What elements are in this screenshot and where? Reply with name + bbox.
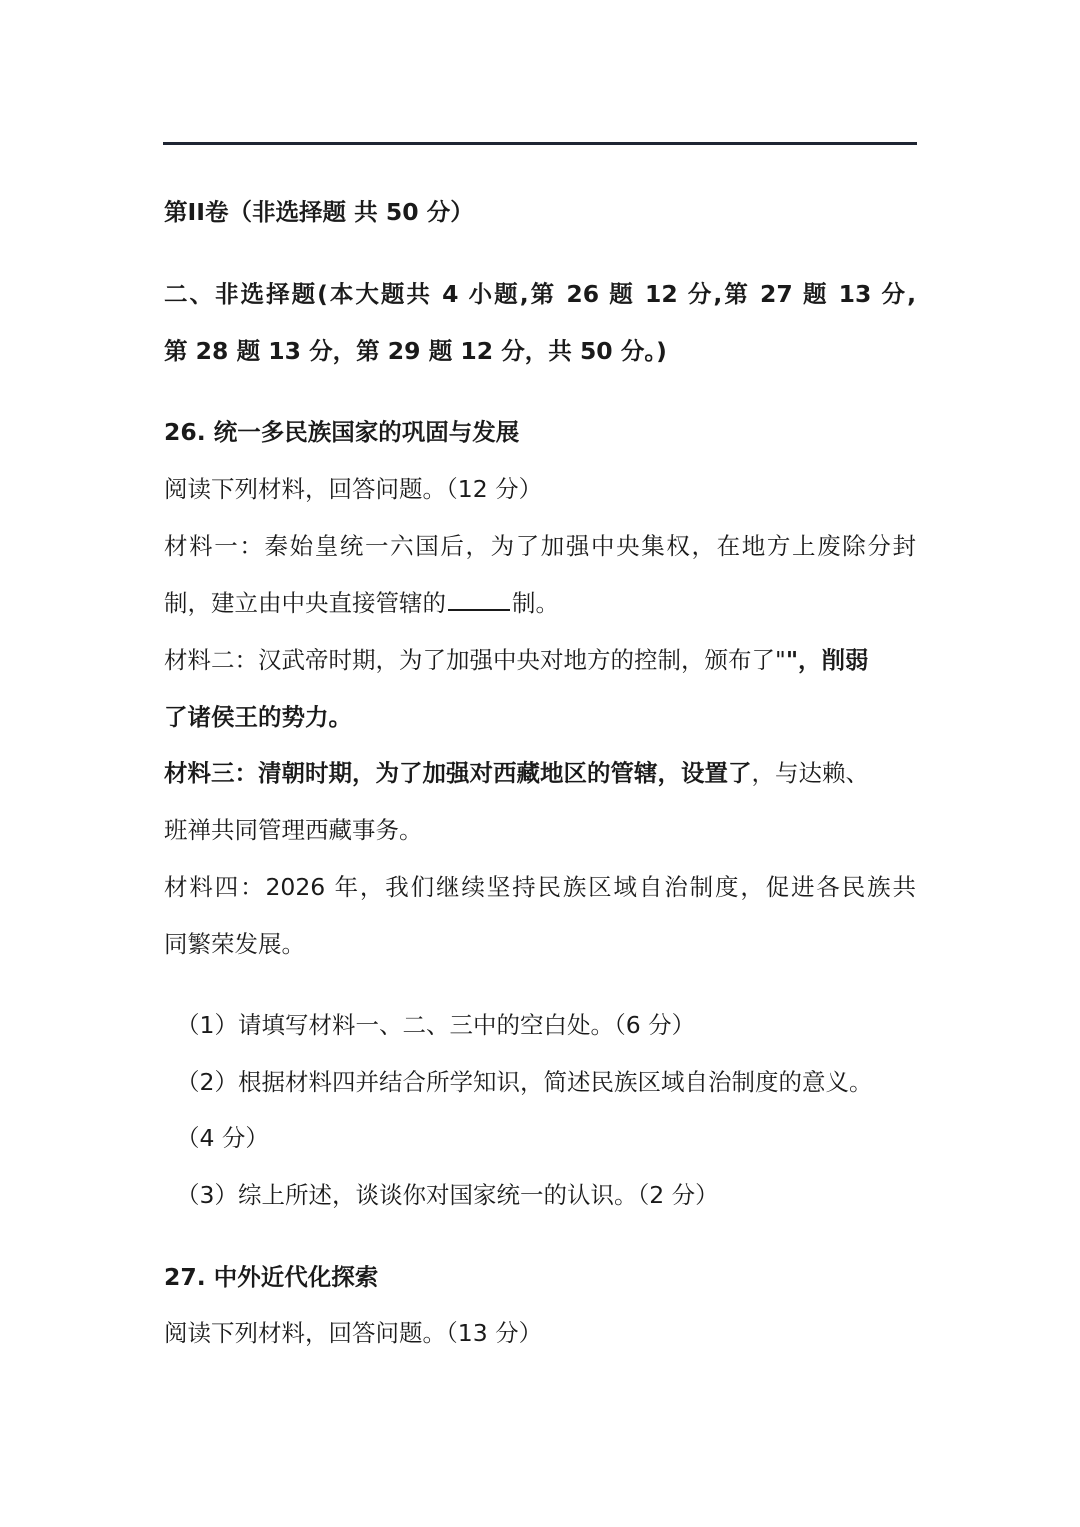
section-heading-line2: 第 28 题 13 分，第 29 题 12 分，共 50 分。)	[164, 337, 667, 365]
material-2-line1	[164, 644, 869, 676]
sub-question-3: （3）综上所述，谈谈你对国家统一的认识。（2 分）	[176, 1181, 719, 1209]
material-4-line1: 材料四：2026 年，我们继续坚持民族区域自治制度，促进各民族共	[164, 873, 916, 901]
answer-blank	[448, 587, 510, 611]
material-2-line2: 了诸侯王的势力。	[164, 703, 352, 731]
sub-question-2-line2: （4 分）	[176, 1124, 269, 1152]
material-1-text-a: 制，建立由中央直接管辖的	[164, 589, 446, 617]
top-rule	[163, 142, 917, 145]
material-3-text-b: ，与达赖、	[751, 759, 869, 787]
material-1-text-b: 制。	[512, 589, 559, 617]
q26-instruction: 阅读下列材料，回答问题。（12 分）	[164, 475, 543, 503]
material-3-line1	[164, 757, 869, 789]
q27-instruction: 阅读下列材料，回答问题。（13 分）	[164, 1319, 543, 1347]
q27-title: 27. 中外近代化探索	[164, 1263, 379, 1291]
material-4-line2: 同繁荣发展。	[164, 930, 305, 958]
material-3-line2: 班禅共同管理西藏事务。	[164, 816, 423, 844]
sub-question-2-line1: （2）根据材料四并结合所学知识，简述民族区域自治制度的意义。	[176, 1068, 873, 1096]
section-heading-line1: 二、非选择题(本大题共 4 小题,第 26 题 12 分,第 27 题 13 分,	[164, 280, 916, 308]
sub-question-1: （1）请填写材料一、二、三中的空白处。（6 分）	[176, 1011, 696, 1039]
part-title: 第II卷（非选择题 共 50 分）	[164, 198, 474, 226]
material-1-line2	[164, 587, 559, 619]
material-2-text-a: 材料二：汉武帝时期，为了加强中央对地方的控制，颁布了"	[164, 646, 786, 674]
material-3-text-a: 材料三：清朝时期，为了加强对西藏地区的管辖，设置了	[164, 759, 752, 787]
q26-title: 26. 统一多民族国家的巩固与发展	[164, 418, 520, 446]
material-2-text-b: "，削弱	[785, 646, 869, 674]
material-1-line1: 材料一：秦始皇统一六国后，为了加强中央集权，在地方上废除分封	[164, 532, 916, 560]
